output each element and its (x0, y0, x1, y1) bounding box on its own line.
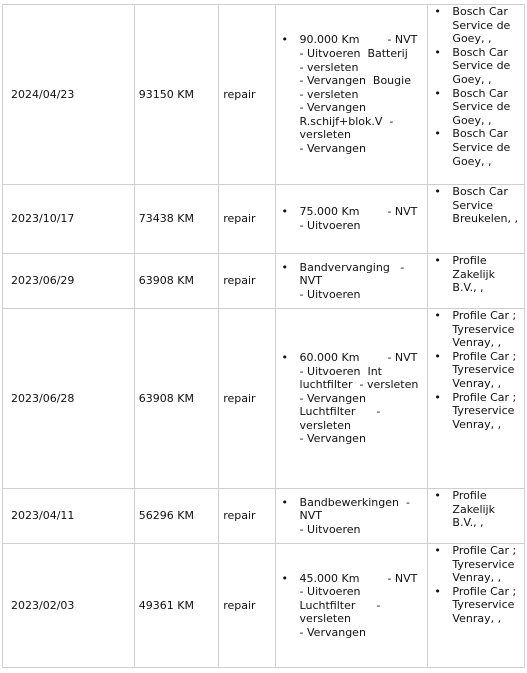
mileage-cell: 63908 KM (134, 309, 218, 489)
garage-cell (428, 185, 525, 254)
description-line: - Vervangen Bougie (299, 74, 411, 88)
description-cell (275, 489, 428, 544)
description-line: R.schijf+blok.V - (299, 114, 394, 128)
garage-item: • Profile Car ; Tyreservice Venray, , (432, 391, 520, 432)
description-cell (275, 309, 428, 489)
type-cell: repair (219, 185, 275, 254)
garage-item: • Bosch Car Service de Goey, , (432, 46, 520, 87)
description-line: • 45.000 Km - NVT (299, 571, 418, 585)
garage-cell (428, 5, 525, 185)
description-line: versleten (299, 612, 351, 626)
date-cell: 2023/06/29 (3, 254, 135, 309)
garage-item: • Profile Car ; Tyreservice Venray, , (432, 350, 520, 391)
description-item (280, 572, 424, 640)
description-line: versleten (299, 418, 351, 432)
type-cell: repair (219, 254, 275, 309)
description-line: - Uitvoeren (299, 287, 361, 301)
description-line: • 60.000 Km - NVT (299, 350, 418, 364)
garage-item: • Profile Zakelijk B.V., , (432, 489, 520, 530)
description-line: - Uitvoeren Int (299, 364, 382, 378)
garage-list (432, 489, 520, 530)
description-line: - Vervangen (299, 142, 366, 156)
description-line: - Uitvoeren (299, 219, 361, 232)
garage-item: • Bosch Car Service Breukelen, , (432, 185, 520, 226)
garage-item: • Profile Car ; Tyreservice Venray, , (432, 309, 520, 350)
description-line: - Vervangen (299, 625, 366, 639)
description-list (280, 351, 424, 446)
description-line: NVT (299, 509, 323, 523)
description-item (280, 261, 424, 302)
type-cell: repair (219, 309, 275, 489)
description-line: Luchtfilter - (299, 598, 381, 612)
date-cell: 2024/04/23 (3, 5, 135, 185)
type-cell: repair (219, 5, 275, 185)
type-cell: repair (219, 489, 275, 544)
type-cell: repair (219, 544, 275, 668)
maintenance-history-table (2, 4, 525, 668)
description-line: - Uitvoeren (299, 585, 361, 599)
description-cell (275, 254, 428, 309)
description-line: NVT (299, 274, 323, 288)
description-cell (275, 5, 428, 185)
garage-cell (428, 309, 525, 489)
mileage-cell: 63908 KM (134, 254, 218, 309)
date-cell: 2023/02/03 (3, 544, 135, 668)
description-line: Luchtfilter - (299, 405, 381, 419)
garage-cell (428, 254, 525, 309)
description-line: luchtfilter - versleten (299, 378, 419, 392)
description-line: - versleten (299, 87, 359, 101)
description-item (280, 205, 424, 232)
description-cell (275, 185, 428, 254)
garage-item: • Profile Zakelijk B.V., , (432, 254, 520, 295)
garage-cell (428, 489, 525, 544)
table-row (3, 185, 525, 254)
date-cell: 2023/06/28 (3, 309, 135, 489)
description-line: - versleten (299, 60, 359, 74)
garage-item: • Profile Car ; Tyreservice Venray, , (432, 544, 520, 585)
description-line: • Bandbewerkingen - (299, 495, 410, 509)
description-line: - Vervangen (299, 101, 366, 115)
description-item (280, 33, 424, 155)
description-line: - Uitvoeren Batterij (299, 46, 408, 60)
table-row (3, 309, 525, 489)
table-row (3, 254, 525, 309)
description-list (280, 572, 424, 640)
description-line: • Bandvervanging - (299, 260, 405, 274)
description-line: • 75.000 Km - NVT (299, 205, 418, 219)
mileage-cell: 73438 KM (134, 185, 218, 254)
description-line: - Vervangen (299, 432, 366, 446)
table-row (3, 544, 525, 668)
description-list (280, 261, 424, 302)
mileage-cell: 49361 KM (134, 544, 218, 668)
description-list (280, 205, 424, 232)
garage-list (432, 254, 520, 295)
mileage-cell: 93150 KM (134, 5, 218, 185)
table-row (3, 5, 525, 185)
garage-list (432, 185, 520, 226)
mileage-cell: 56296 KM (134, 489, 218, 544)
table-row (3, 489, 525, 544)
description-item (280, 496, 424, 537)
date-cell: 2023/04/11 (3, 489, 135, 544)
garage-item: • Bosch Car Service de Goey, , (432, 5, 520, 46)
description-item (280, 351, 424, 446)
garage-cell (428, 544, 525, 668)
description-line: - Vervangen (299, 391, 366, 405)
table-body (3, 5, 525, 668)
garage-list (432, 544, 520, 626)
description-line: - Uitvoeren (299, 522, 361, 536)
description-line: • 90.000 Km - NVT (299, 33, 418, 47)
date-cell: 2023/10/17 (3, 185, 135, 254)
description-line: versleten (299, 128, 351, 142)
garage-item: • Profile Car ; Tyreservice Venray, , (432, 585, 520, 626)
garage-item: • Bosch Car Service de Goey, , (432, 127, 520, 168)
garage-item: • Bosch Car Service de Goey, , (432, 87, 520, 128)
garage-list (432, 5, 520, 168)
description-cell (275, 544, 428, 668)
description-list (280, 496, 424, 537)
garage-list (432, 309, 520, 431)
description-list (280, 33, 424, 155)
